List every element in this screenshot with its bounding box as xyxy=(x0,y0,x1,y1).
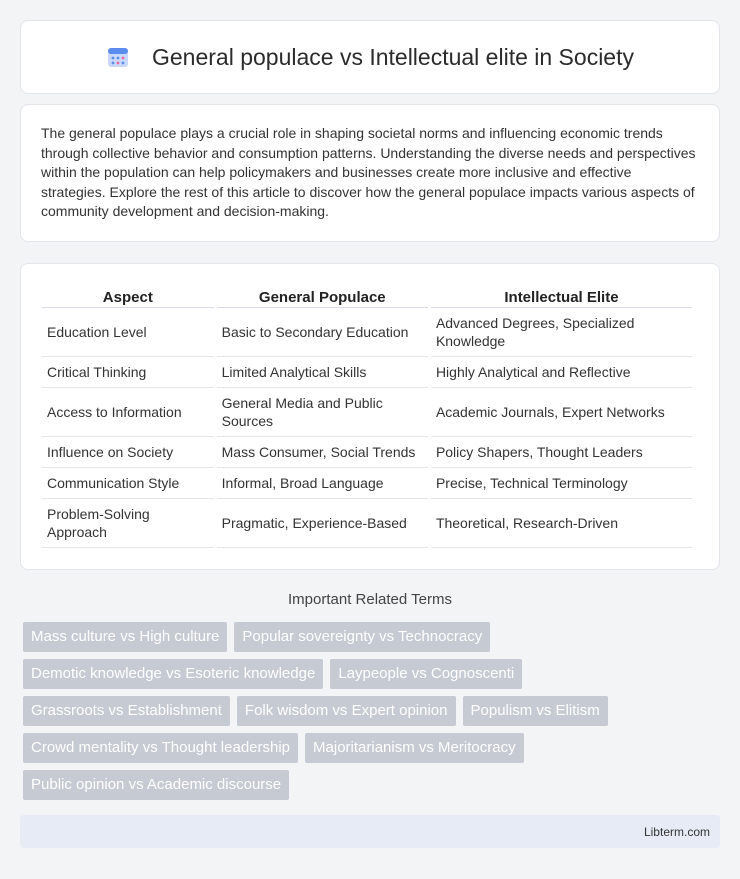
table-row xyxy=(42,388,692,437)
table-cell: Informal, Broad Language xyxy=(217,468,428,499)
title-wrap xyxy=(106,44,634,71)
table-cell: Critical Thinking xyxy=(42,357,214,388)
footer-site-link[interactable]: Libterm.com xyxy=(643,824,710,839)
related-terms-list xyxy=(23,622,723,800)
table-cell: Highly Analytical and Reflective xyxy=(431,357,692,388)
table-cell: Pragmatic, Experience-Based xyxy=(217,499,428,548)
table-cell: Communication Style xyxy=(42,468,214,499)
table-row xyxy=(42,468,692,499)
table-row xyxy=(42,357,692,388)
table-cell: Academic Journals, Expert Networks xyxy=(431,388,692,437)
related-term-tag[interactable]: Folk wisdom vs Expert opinion xyxy=(237,696,456,726)
table-cell: Theoretical, Research-Driven xyxy=(431,499,692,548)
column-header-intellectual-elite: Intellectual Elite xyxy=(431,286,692,308)
table-cell: Limited Analytical Skills xyxy=(217,357,428,388)
table-cell: Policy Shapers, Thought Leaders xyxy=(431,437,692,468)
intro-paragraph: The general populace plays a crucial role in shaping societal norms and influencing economic trends through collective behavior and consumption patterns. Understanding the diverse needs and perspectives within the population can help policymakers and businesses create more inclusive and effective strategies. Explore the rest of this article to discover how the general populace impacts various aspects of community development and decision-making. xyxy=(41,125,696,219)
footer xyxy=(20,815,720,848)
intro-card xyxy=(20,104,720,242)
related-term-tag[interactable]: Majoritarianism vs Meritocracy xyxy=(305,733,524,763)
related-term-tag[interactable]: Popular sovereignty vs Technocracy xyxy=(234,622,490,652)
table-cell: Advanced Degrees, Specialized Knowledge xyxy=(431,308,692,357)
table-cell: Influence on Society xyxy=(42,437,214,468)
related-term-tag[interactable]: Crowd mentality vs Thought leadership xyxy=(23,733,298,763)
table-cell: Access to Information xyxy=(42,388,214,437)
related-term-tag[interactable]: Demotic knowledge vs Esoteric knowledge xyxy=(23,659,323,689)
table-cell: Education Level xyxy=(42,308,214,357)
related-term-tag[interactable]: Populism vs Elitism xyxy=(463,696,608,726)
related-term-tag[interactable]: Laypeople vs Cognoscenti xyxy=(330,659,522,689)
table-row xyxy=(42,499,692,548)
table-cell: Problem-Solving Approach xyxy=(42,499,214,548)
related-term-tag[interactable]: Mass culture vs High culture xyxy=(23,622,227,652)
table-header-row xyxy=(42,286,692,308)
calendar-icon xyxy=(106,45,130,69)
page-title: General populace vs Intellectual elite in Society xyxy=(151,43,634,70)
table-cell: General Media and Public Sources xyxy=(217,388,428,437)
table-row xyxy=(42,437,692,468)
column-header-aspect: Aspect xyxy=(42,286,214,308)
related-term-tag[interactable]: Public opinion vs Academic discourse xyxy=(23,770,289,800)
table-cell: Basic to Secondary Education xyxy=(217,308,428,357)
header-card xyxy=(20,20,720,94)
comparison-table-card xyxy=(20,263,720,570)
column-header-general-populace: General Populace xyxy=(217,286,428,308)
table-row xyxy=(42,308,692,357)
comparison-table xyxy=(39,286,695,548)
table-cell: Precise, Technical Terminology xyxy=(431,468,692,499)
related-terms-title: Important Related Terms xyxy=(288,591,452,608)
related-term-tag[interactable]: Grassroots vs Establishment xyxy=(23,696,230,726)
table-cell: Mass Consumer, Social Trends xyxy=(217,437,428,468)
